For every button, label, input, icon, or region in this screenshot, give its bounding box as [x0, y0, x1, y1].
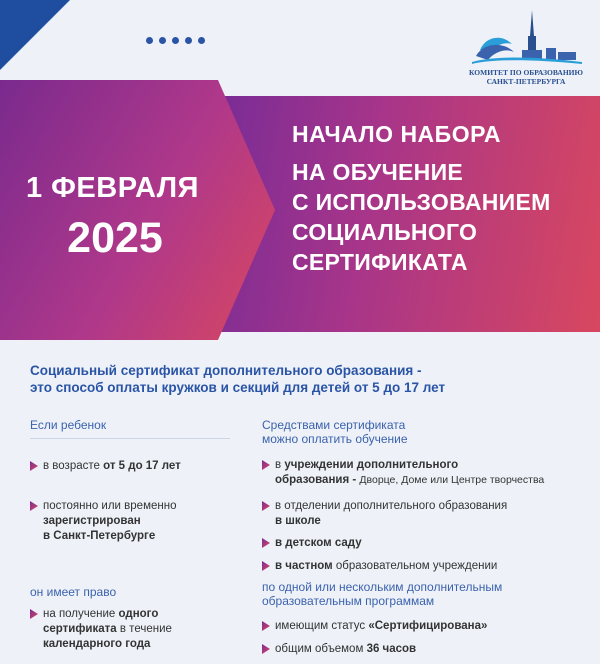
list-item-private: [262, 559, 497, 574]
logo-caption-line1: КОМИТЕТ ПО ОБРАЗОВАНИЮ: [469, 68, 583, 77]
status-prefix: имеющим статус: [275, 620, 369, 632]
right-heading-pay-line2: можно оплатить обучение: [262, 432, 408, 446]
bullet-icon: [262, 501, 270, 511]
headline-sub-line4: СЕРТИФИКАТА: [292, 249, 468, 275]
school-line1: в отделении дополнительного образования: [275, 500, 508, 512]
private-rest: образовательном учреждении: [332, 560, 498, 572]
right-heading-pay-line1: Средствами сертификата: [262, 418, 406, 432]
right-bold-one: одного: [118, 608, 159, 620]
banner-left-arrow: [0, 80, 275, 340]
list-item-hours: [262, 642, 416, 657]
institution-rest: Дворце, Доме или Центре творчества: [359, 474, 545, 486]
institution-bold1: учреждении дополнительного: [284, 459, 459, 471]
date-day-month: 1 ФЕВРАЛЯ: [25, 172, 199, 204]
age-prefix: в возрасте: [43, 460, 104, 472]
bullet-icon: [262, 460, 270, 470]
decorative-dots: [146, 37, 205, 44]
institution-bold2: образования -: [275, 474, 360, 486]
hours-prefix: общим объемом: [275, 643, 367, 655]
right-mid: в течение: [116, 623, 172, 635]
right-heading-pay: [262, 418, 408, 446]
registration-line2: зарегистрирован: [43, 515, 141, 527]
intro-text: [30, 362, 445, 396]
age-range: от 5 до 17 лет: [103, 460, 181, 472]
list-item-status: [262, 619, 487, 634]
left-heading-right: он имеет право: [30, 585, 117, 599]
right-heading-programs-line1: по одной или нескольким дополнительным: [262, 580, 503, 594]
registration-line3: в Санкт-Петербурге: [43, 530, 156, 542]
bullet-icon: [262, 538, 270, 548]
list-item-registration: [30, 499, 176, 544]
bullet-icon: [30, 501, 38, 511]
bullet-icon: [262, 644, 270, 654]
corner-triangle: [0, 0, 70, 70]
list-item-age: [30, 459, 181, 474]
list-item-institution: [262, 458, 544, 488]
right-heading-programs-line2: образовательным программам: [262, 594, 435, 608]
headline-sub-line1: НА ОБУЧЕНИЕ: [292, 159, 464, 185]
bullet-icon: [30, 461, 38, 471]
intro-line2: это способ оплаты кружков и секций для детей от 5 до 17 лет: [30, 380, 446, 395]
logo-caption-line2: САНКТ-ПЕТЕРБУРГА: [486, 77, 566, 86]
private-bold: в частном: [275, 560, 333, 572]
right-prefix: на получение: [43, 608, 119, 620]
headline-main: НАЧАЛО НАБОРА: [292, 121, 502, 147]
right-heading-programs: [262, 580, 502, 608]
date-year: 2025: [67, 214, 163, 262]
headline-sub-line3: СОЦИАЛЬНОГО: [292, 219, 478, 245]
list-item-one-certificate: [30, 607, 172, 652]
divider: [30, 438, 230, 439]
bullet-icon: [30, 609, 38, 619]
left-heading-child: Если ребенок: [30, 418, 107, 432]
hours-bold: 36 часов: [366, 643, 417, 655]
intro-line1: Социальный сертификат дополнительного образования -: [30, 363, 422, 378]
list-item-kindergarten: [262, 536, 362, 551]
right-bold-year: календарного года: [43, 638, 151, 650]
institution-prefix: в: [275, 459, 285, 471]
right-bold-certificate: сертификата: [43, 623, 117, 635]
bullet-icon: [262, 561, 270, 571]
status-bold: «Сертифицирована»: [368, 620, 488, 632]
registration-line1: постоянно или временно: [43, 500, 177, 512]
headline-sub: [292, 157, 551, 277]
headline-sub-line2: С ИСПОЛЬЗОВАНИЕМ: [292, 189, 551, 215]
logo-caption: [462, 68, 590, 86]
list-item-school: [262, 499, 507, 529]
bullet-icon: [262, 621, 270, 631]
kindergarten-bold: в детском саду: [275, 537, 362, 549]
school-bold: в школе: [275, 515, 321, 527]
